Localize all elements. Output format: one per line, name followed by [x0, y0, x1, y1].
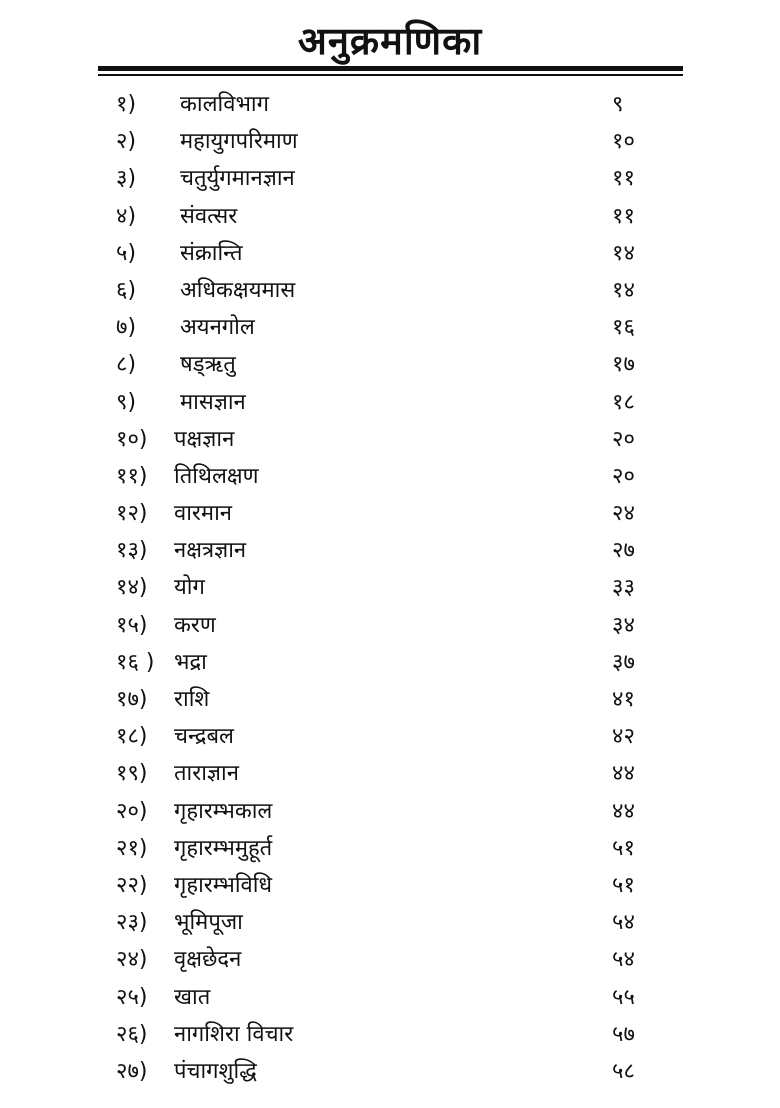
toc-entry: [0, 642, 780, 679]
toc-entry-page: १८: [612, 389, 635, 415]
toc-entry-number: १९): [116, 761, 148, 787]
toc-entry-number: ५): [116, 240, 137, 266]
toc-entry-number: २२): [116, 872, 148, 898]
toc-entry: [0, 233, 780, 270]
toc-entry-page: ५७: [612, 1021, 635, 1047]
toc-entry-number: ९): [116, 389, 137, 415]
toc-entry-title: संक्रान्ति: [180, 240, 243, 266]
title-underline-thin: [98, 74, 683, 76]
toc-entry-number: २४): [116, 947, 148, 973]
toc-entry-page: २०: [612, 426, 635, 452]
toc-entry-title: चतुर्युगमानज्ञान: [180, 166, 295, 192]
toc-entry: [0, 344, 780, 381]
toc-entry: [0, 1051, 780, 1088]
toc-entry-page: १६: [612, 315, 635, 341]
toc-entry-number: २०): [116, 798, 148, 824]
toc-entry-title: कालविभाग: [180, 92, 269, 117]
toc-entry-title: संवत्सर: [180, 203, 238, 229]
toc-entry-number: २३): [116, 910, 148, 936]
table-of-contents: [0, 84, 780, 1088]
toc-entry-page: २४: [612, 501, 635, 527]
toc-entry-number: १): [116, 92, 137, 117]
toc-entry-page: २७: [612, 538, 635, 564]
toc-entry-title: राशि: [174, 687, 210, 712]
toc-entry-number: २६): [116, 1021, 148, 1047]
toc-entry-title: वारमान: [174, 501, 232, 527]
toc-entry: [0, 382, 780, 419]
toc-entry: [0, 605, 780, 642]
toc-entry-number: ७): [116, 315, 137, 341]
toc-entry: [0, 419, 780, 456]
toc-entry: [0, 158, 780, 195]
toc-entry-page: ४४: [612, 761, 635, 787]
toc-entry: [0, 679, 780, 716]
toc-entry-number: १६ ): [116, 649, 155, 675]
toc-entry-title: नक्षत्रज्ञान: [174, 538, 247, 564]
toc-entry-page: ४१: [612, 687, 635, 712]
toc-entry-number: १४): [116, 575, 148, 601]
toc-entry-number: १०): [116, 426, 148, 452]
toc-entry: [0, 828, 780, 865]
title-underline-thick: [98, 66, 683, 71]
toc-entry: [0, 939, 780, 976]
toc-entry-title: अयनगोल: [180, 315, 255, 341]
toc-entry-page: १४: [612, 277, 635, 303]
toc-entry-page: २०: [612, 463, 635, 489]
toc-entry-number: १८): [116, 724, 148, 750]
toc-entry: [0, 84, 780, 121]
toc-entry-page: ११: [612, 203, 635, 229]
toc-entry-title: पक्षज्ञान: [174, 426, 235, 452]
toc-entry-title: चन्द्रबल: [174, 724, 234, 750]
toc-entry: [0, 530, 780, 567]
toc-entry-title: मासज्ञान: [180, 389, 246, 415]
toc-entry: [0, 567, 780, 604]
toc-entry: [0, 791, 780, 828]
toc-entry-title: नागशिरा विचार: [174, 1021, 294, 1047]
page-title: अनुक्रमणिका: [297, 19, 483, 63]
toc-entry-number: ११): [116, 463, 148, 489]
toc-entry: [0, 493, 780, 530]
toc-entry-number: १३): [116, 538, 148, 564]
toc-entry-number: १२): [116, 501, 148, 527]
toc-entry-number: ३): [116, 166, 137, 192]
toc-entry-page: ५४: [612, 947, 635, 973]
toc-entry-number: १५): [116, 612, 148, 638]
toc-entry-page: ५८: [612, 1058, 635, 1084]
toc-entry-page: ९: [612, 92, 624, 117]
toc-entry: [0, 716, 780, 753]
toc-entry-title: खात: [174, 984, 211, 1010]
toc-entry-page: ५४: [612, 910, 635, 936]
toc-entry-title: वृक्षछेदन: [174, 947, 242, 973]
toc-entry-page: ११: [612, 166, 635, 192]
toc-entry-title: योग: [174, 575, 205, 601]
toc-entry-page: ३७: [612, 649, 635, 675]
toc-entry-number: २७): [116, 1058, 148, 1084]
toc-entry-page: ५५: [612, 984, 635, 1010]
toc-entry-title: ताराज्ञान: [174, 761, 239, 787]
toc-entry: [0, 902, 780, 939]
toc-entry: [0, 456, 780, 493]
toc-entry-page: १४: [612, 240, 635, 266]
toc-entry-title: गृहारम्भमुहूर्त: [174, 835, 273, 861]
toc-entry-page: १०: [612, 129, 635, 155]
toc-entry-title: तिथिलक्षण: [174, 463, 259, 489]
toc-entry-title: गृहारम्भविधि: [174, 872, 272, 898]
toc-entry-number: ६): [116, 277, 137, 303]
toc-entry-number: २): [116, 129, 137, 155]
toc-entry-title: गृहारम्भकाल: [174, 798, 273, 824]
toc-entry-number: १७): [116, 687, 148, 712]
toc-entry-title: अधिकक्षयमास: [180, 277, 296, 303]
toc-entry-page: १७: [612, 352, 635, 378]
toc-entry-title: षड्ऋतु: [180, 352, 236, 378]
toc-entry-title: भद्रा: [174, 649, 207, 675]
toc-entry-number: ४): [116, 203, 137, 229]
toc-entry-title: करण: [174, 612, 216, 638]
toc-entry-page: ५१: [612, 835, 635, 861]
toc-entry-page: ४२: [612, 724, 635, 750]
toc-entry-page: ५१: [612, 872, 635, 898]
toc-entry-number: ८): [116, 352, 137, 378]
toc-entry-number: २१): [116, 835, 148, 861]
toc-entry: [0, 270, 780, 307]
toc-entry-title: महायुगपरिमाण: [180, 129, 298, 155]
toc-entry: [0, 307, 780, 344]
toc-entry-title: पंचागशुद्धि: [174, 1058, 257, 1084]
toc-entry-page: ३३: [612, 575, 635, 601]
toc-entry: [0, 121, 780, 158]
toc-entry-number: २५): [116, 984, 148, 1010]
toc-entry-page: ४४: [612, 798, 635, 824]
toc-entry: [0, 1014, 780, 1051]
toc-entry: [0, 196, 780, 233]
toc-entry-title: भूमिपूजा: [174, 910, 243, 936]
toc-entry: [0, 977, 780, 1014]
toc-entry-page: ३४: [612, 612, 635, 638]
toc-entry: [0, 753, 780, 790]
toc-entry: [0, 865, 780, 902]
